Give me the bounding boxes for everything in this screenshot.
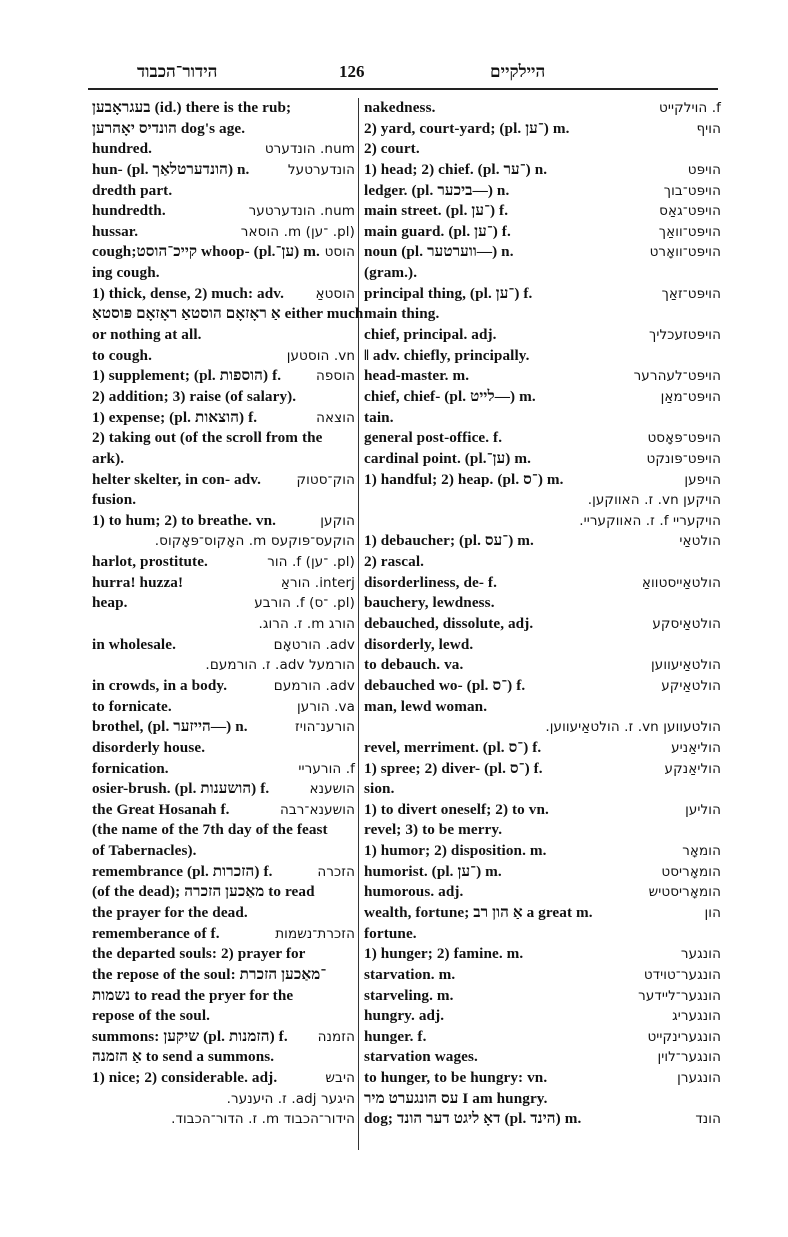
entry-headword: הוסט bbox=[324, 244, 355, 261]
entry-definition: ing cough. bbox=[92, 264, 160, 282]
entry-headword: הורג m. ז. הרוג. bbox=[258, 616, 355, 633]
entry-line bbox=[92, 304, 364, 325]
entry-line bbox=[364, 924, 721, 945]
entry-line bbox=[364, 119, 721, 140]
entry-headword: הולטאַיקע bbox=[661, 677, 721, 694]
entry-definition: main guard. (pl. ־ען) f. bbox=[364, 222, 511, 240]
entry-definition: ledger. (pl. ביכער—) n. bbox=[364, 181, 510, 199]
entry-line bbox=[364, 346, 721, 367]
entry-line bbox=[92, 181, 355, 202]
entry-line bbox=[92, 428, 355, 449]
entry-line bbox=[364, 428, 721, 449]
entry-line bbox=[92, 573, 355, 594]
entry-definition: 1) humor; 2) disposition. m. bbox=[364, 842, 547, 860]
entry-definition: repose of the soul. bbox=[92, 1007, 211, 1025]
entry-definition: 1) thick, dense, 2) much: adv. bbox=[92, 284, 285, 302]
entry-headword: הונגערינקייט bbox=[647, 1028, 721, 1045]
entry-line bbox=[364, 676, 721, 697]
entry-line bbox=[364, 387, 721, 408]
entry-line bbox=[92, 882, 355, 903]
entry-definition: ark). bbox=[92, 449, 125, 467]
entry-definition: the repose of the soul: ־מאַכען הזכרת bbox=[92, 965, 327, 983]
entry-definition: revel; 3) to be merry. bbox=[364, 821, 503, 839]
page-number: 126 bbox=[339, 62, 365, 81]
entry-headword: הויפּט־בוך bbox=[663, 182, 721, 199]
entry-definition: osier-brush. (pl. הושענות) f. bbox=[92, 780, 270, 798]
entry-line bbox=[92, 1006, 355, 1027]
entry-headword: הונגערן bbox=[677, 1070, 721, 1087]
entry-definition: נשמות to read the pryer for the bbox=[92, 986, 294, 1004]
entry-line bbox=[364, 841, 721, 862]
entry-line bbox=[92, 862, 355, 883]
entry-definition: helter skelter, in con- adv. bbox=[92, 470, 262, 488]
entry-line bbox=[364, 882, 721, 903]
entry-definition: wealth, fortune; אַ הון רב a great m. bbox=[364, 903, 593, 921]
entry-line bbox=[92, 284, 355, 305]
entry-headword: היגער adj. ז. היענער. bbox=[226, 1090, 355, 1107]
entry-headword: הולטאַיעווען bbox=[650, 657, 721, 674]
entry-headword: הולטאַי bbox=[679, 533, 721, 550]
entry-definition: עס הונגערט מיר I am hungry. bbox=[364, 1089, 548, 1107]
entry-headword: הויפּט־פּונקט bbox=[646, 450, 721, 467]
entry-line bbox=[92, 449, 355, 470]
entry-line bbox=[92, 1089, 355, 1110]
entry-line bbox=[364, 759, 721, 780]
entry-line bbox=[364, 552, 721, 573]
entry-definition: nakedness. bbox=[364, 99, 436, 116]
entry-definition: sion. bbox=[364, 780, 395, 798]
entry-definition: harlot, prostitute. bbox=[92, 553, 208, 571]
entry-definition: 2) addition; 3) raise (of salary). bbox=[92, 387, 297, 405]
entry-line bbox=[92, 511, 355, 532]
entry-line bbox=[364, 1047, 721, 1068]
entry-definition: chief, chief- (pl. לייט—) m. bbox=[364, 387, 536, 405]
entry-line bbox=[364, 965, 721, 986]
entry-headword: הונגער־טוידט bbox=[643, 966, 721, 983]
entry-line bbox=[364, 325, 721, 346]
entry-definition: of Tabernacles). bbox=[92, 842, 197, 860]
entry-line bbox=[92, 965, 355, 986]
page-header bbox=[92, 58, 717, 88]
entry-definition: to hunger, to be hungry: vn. bbox=[364, 1069, 548, 1087]
entry-definition: hungry. adj. bbox=[364, 1007, 445, 1025]
entry-definition: 2) yard, court-yard; (pl. ־ען) m. bbox=[364, 119, 570, 137]
entry-definition: disorderliness, de- f. bbox=[364, 573, 497, 591]
entry-line bbox=[92, 1068, 355, 1089]
entry-line bbox=[364, 903, 721, 924]
entry-line bbox=[364, 181, 721, 202]
entry-definition: fortune. bbox=[364, 924, 417, 942]
entry-definition: 1) debaucher; (pl. ־עס) m. bbox=[364, 532, 534, 550]
entry-definition: rememberance of f. bbox=[92, 924, 220, 942]
entry-line bbox=[92, 738, 355, 759]
entry-line bbox=[92, 139, 355, 160]
entry-headword: הומאָריסט bbox=[661, 863, 721, 880]
entry-headword: num. הונדערט bbox=[264, 141, 355, 158]
entry-definition: cardinal point. (pl.ען־) m. bbox=[364, 449, 531, 467]
entry-definition: general post-office. f. bbox=[364, 429, 503, 447]
entry-definition: 1) expense; (pl. הוצאות) f. bbox=[92, 408, 258, 426]
entry-definition: the prayer for the dead. bbox=[92, 903, 248, 921]
entry-headword: הומאָר bbox=[682, 843, 721, 860]
dictionary-page bbox=[92, 58, 721, 1128]
entry-line bbox=[92, 201, 355, 222]
entry-definition: humorist. (pl. ־ען) m. bbox=[364, 862, 502, 880]
entry-headword: f. הורעריי bbox=[298, 760, 355, 777]
entry-headword: f. הוילקייט bbox=[658, 100, 721, 116]
entry-line bbox=[364, 263, 721, 284]
entry-line bbox=[364, 944, 721, 965]
entry-definition: ‖ adv. chiefly, principally. bbox=[364, 346, 530, 364]
right-column bbox=[362, 98, 721, 1130]
entry-definition: heap. bbox=[92, 594, 128, 612]
entry-definition: dog; דאָ ליגט דער הונד (pl. הינד) m. bbox=[364, 1110, 582, 1128]
left-column bbox=[92, 98, 364, 1130]
entry-definition: 2) court. bbox=[364, 140, 420, 158]
entry-line bbox=[364, 304, 721, 325]
entry-definition: dredth part. bbox=[92, 181, 173, 199]
entry-line bbox=[92, 924, 355, 945]
entry-definition: fornication. bbox=[92, 759, 169, 777]
entry-line bbox=[92, 676, 355, 697]
entry-headword: va. הורען bbox=[297, 698, 355, 715]
entry-definition: אַ הזמנה to send a summons. bbox=[92, 1048, 275, 1066]
entry-line bbox=[364, 697, 721, 718]
entry-definition: אַ ראָזאָם הוסטאַ ראָזאָם פּוסטאַ either much bbox=[92, 305, 364, 323]
entry-definition: in crowds, in a body. bbox=[92, 676, 228, 694]
entry-headword: adv. הורמעם bbox=[273, 677, 355, 694]
entry-headword: הויפען bbox=[684, 471, 721, 488]
entry-line bbox=[92, 944, 355, 965]
entry-definition: disorderly, lewd. bbox=[364, 635, 474, 653]
entry-line bbox=[364, 1089, 721, 1110]
entry-line bbox=[92, 98, 355, 119]
entry-headword: הונד bbox=[695, 1111, 721, 1128]
entry-definition: starveling. m. bbox=[364, 986, 454, 1004]
entry-definition: (of the dead); מאַכען הזכרה to read bbox=[92, 883, 315, 901]
header-right-headword: היילקיים bbox=[490, 62, 546, 81]
entry-headword: הולטאַיסקע bbox=[652, 616, 721, 633]
entry-headword: הוקעס־פּוקעס m. האָקוס־פּאָקוס. bbox=[154, 533, 355, 550]
entry-definition: the departed souls: 2) prayer for bbox=[92, 945, 306, 963]
entry-line bbox=[92, 635, 355, 656]
entry-headword: interj. הוראַ bbox=[280, 574, 355, 591]
entry-line bbox=[92, 366, 355, 387]
entry-headword: (pl. ־ס) f. הורבע bbox=[254, 595, 355, 612]
entry-definition: revel, merriment. (pl. ־ס) f. bbox=[364, 738, 542, 756]
entry-definition: noun (pl. ווערטער—) n. bbox=[364, 243, 514, 261]
entry-definition: hunger. f. bbox=[364, 1027, 427, 1045]
entry-definition: tain. bbox=[364, 408, 394, 426]
entry-definition: in wholesale. bbox=[92, 635, 176, 653]
entry-definition: starvation. m. bbox=[364, 965, 456, 983]
entry-headword: הוקען bbox=[320, 512, 355, 529]
entry-definition: (gram.). bbox=[364, 264, 418, 282]
entry-headword: הוליאַניע bbox=[671, 739, 721, 756]
entry-definition: hundred. bbox=[92, 140, 153, 158]
entry-line bbox=[92, 160, 355, 181]
entry-line bbox=[364, 800, 721, 821]
entry-headword: הוסטאַ bbox=[315, 285, 355, 302]
entry-line bbox=[92, 614, 355, 635]
entry-line bbox=[364, 531, 721, 552]
entry-headword: הורענ־הויז bbox=[294, 719, 355, 736]
entry-headword: הונגער bbox=[680, 946, 721, 963]
entry-line bbox=[364, 201, 721, 222]
entry-line bbox=[92, 841, 355, 862]
entry-line bbox=[92, 800, 355, 821]
entry-line bbox=[364, 449, 721, 470]
entry-line bbox=[364, 408, 721, 429]
entry-headword: הונדערטעל bbox=[287, 161, 355, 178]
entry-definition: to debauch. va. bbox=[364, 656, 464, 674]
entry-headword: num. הונדערטער bbox=[248, 203, 355, 220]
entry-line bbox=[92, 1027, 355, 1048]
entry-definition: humorous. adj. bbox=[364, 883, 464, 901]
entry-line bbox=[364, 635, 721, 656]
entry-definition: hussar. bbox=[92, 222, 139, 240]
entry-line bbox=[364, 98, 721, 119]
entry-headword: הויפּט־וואָרט bbox=[649, 244, 721, 261]
entry-headword: הולטעווען vn. ז. הולטאַיעווען. bbox=[545, 719, 721, 736]
entry-line bbox=[92, 779, 355, 800]
entry-line bbox=[92, 697, 355, 718]
entry-line bbox=[364, 490, 721, 511]
entry-definition: main street. (pl. ־ען) f. bbox=[364, 202, 509, 220]
entry-definition: 1) hunger; 2) famine. m. bbox=[364, 945, 524, 963]
entry-headword: הזמנה bbox=[317, 1028, 355, 1045]
entry-line bbox=[92, 242, 355, 263]
entry-headword: הוליען bbox=[685, 801, 721, 818]
entry-headword: הוספה bbox=[315, 368, 355, 385]
entry-definition: 2) rascal. bbox=[364, 553, 425, 571]
entry-line bbox=[364, 470, 721, 491]
entry-line bbox=[364, 1109, 721, 1130]
entry-line bbox=[364, 242, 721, 263]
entry-line bbox=[92, 717, 355, 738]
entry-line bbox=[92, 387, 355, 408]
entry-headword: הונגער־לוין bbox=[657, 1049, 721, 1066]
entry-definition: 1) spree; 2) diver- (pl. ־ס) f. bbox=[364, 759, 543, 777]
entry-line bbox=[364, 779, 721, 800]
entry-definition: hun- (pl. הונדערטלאַך) n. bbox=[92, 160, 250, 178]
entry-headword: הויף bbox=[696, 120, 721, 137]
entry-line bbox=[364, 593, 721, 614]
entry-headword: הוק־סטוק bbox=[296, 471, 355, 488]
entry-headword: הידור־הכבוד m. ז. הדור־הכבוד. bbox=[171, 1111, 355, 1128]
entry-definition: 1) head; 2) chief. (pl. ־ער) n. bbox=[364, 160, 548, 178]
entry-headword: הויפּט־זאַך bbox=[661, 285, 721, 302]
column-divider bbox=[358, 98, 359, 1150]
entry-line bbox=[364, 284, 721, 305]
entry-line bbox=[92, 759, 355, 780]
entry-line bbox=[364, 366, 721, 387]
entry-line bbox=[92, 820, 355, 841]
entry-definition: 1) nice; 2) considerable. adj. bbox=[92, 1069, 278, 1087]
entry-headword: (pl. ־ען) f. הור bbox=[267, 554, 355, 571]
entry-definition: or nothing at all. bbox=[92, 326, 202, 344]
entry-headword: הויפּט־גאַס bbox=[659, 203, 721, 220]
entry-line bbox=[364, 511, 721, 532]
entry-line bbox=[364, 1068, 721, 1089]
entry-definition: summons: שיקען (pl. הזמנות) f. bbox=[92, 1027, 288, 1045]
entry-line bbox=[364, 1027, 721, 1048]
entry-definition: בעגראָבען (id.) there is the rub; bbox=[92, 99, 292, 116]
entry-line bbox=[92, 1047, 355, 1068]
entry-line bbox=[92, 346, 355, 367]
entry-line bbox=[364, 862, 721, 883]
entry-line bbox=[364, 160, 721, 181]
entry-definition: 1) handful; 2) heap. (pl. ־ס) m. bbox=[364, 470, 564, 488]
entry-definition: 1) supplement; (pl. הוספות) f. bbox=[92, 367, 282, 385]
entry-line bbox=[364, 820, 721, 841]
entry-definition: to fornicate. bbox=[92, 697, 172, 715]
entry-definition: (the name of the 7th day of the feast bbox=[92, 821, 328, 839]
entry-definition: brothel, (pl. הייזער—) n. bbox=[92, 718, 248, 736]
entry-definition: הונדיס יאָהרען dog's age. bbox=[92, 119, 246, 137]
entry-definition: 1) to divert oneself; 2) to vn. bbox=[364, 800, 549, 818]
entry-headword: הון bbox=[704, 904, 721, 921]
entry-line bbox=[92, 119, 355, 140]
entry-definition: the Great Hosanah f. bbox=[92, 800, 230, 818]
entry-line bbox=[364, 717, 721, 738]
entry-line bbox=[364, 1006, 721, 1027]
entry-definition: 1) to hum; 2) to breathe. vn. bbox=[92, 511, 277, 529]
entry-definition: main thing. bbox=[364, 305, 440, 323]
entry-headword: הויפּט bbox=[687, 161, 721, 178]
entry-headword: vn. הוסטען bbox=[286, 347, 355, 364]
entry-line bbox=[92, 986, 355, 1007]
entry-line bbox=[364, 139, 721, 160]
entry-definition: hundredth. bbox=[92, 202, 166, 220]
entry-definition: chief, principal. adj. bbox=[364, 326, 497, 344]
entry-definition: to cough. bbox=[92, 346, 152, 364]
entry-line bbox=[364, 738, 721, 759]
entry-line bbox=[92, 263, 355, 284]
entry-line bbox=[364, 573, 721, 594]
entry-definition: principal thing, (pl. ־ען) f. bbox=[364, 284, 533, 302]
entry-line bbox=[92, 490, 355, 511]
entry-line bbox=[92, 552, 355, 573]
entry-headword: הויפּט־פּאָסט bbox=[647, 430, 721, 447]
entry-line bbox=[92, 470, 355, 491]
entry-headword: הויפּט־לעהרער bbox=[633, 368, 721, 385]
entry-headword: הוליאַנקע bbox=[664, 760, 721, 777]
entry-headword: הזכרת־נשמות bbox=[275, 925, 355, 942]
entry-line bbox=[364, 614, 721, 635]
entry-definition: debauched, dissolute, adj. bbox=[364, 615, 534, 633]
entry-headword: הונגער־ליידער bbox=[638, 987, 721, 1004]
entry-headword: הומאָריסטיש bbox=[648, 884, 721, 901]
entry-definition: head-master. m. bbox=[364, 367, 470, 385]
entry-line bbox=[92, 593, 355, 614]
entry-line bbox=[92, 408, 355, 429]
entry-line bbox=[92, 903, 355, 924]
entry-definition: remembrance (pl. הזכרות) f. bbox=[92, 862, 273, 880]
entry-line bbox=[92, 325, 355, 346]
header-left-headword: הידור־הכבוד bbox=[137, 62, 218, 81]
entry-headword: הולטאַייסטוואַ bbox=[641, 574, 721, 591]
entry-line bbox=[364, 986, 721, 1007]
entry-headword: הוצאה bbox=[316, 409, 355, 426]
entry-headword: הורמעל adv. ז. הורמעם. bbox=[205, 657, 355, 674]
entry-line bbox=[364, 655, 721, 676]
entry-line bbox=[92, 531, 355, 552]
entry-definition: 2) taking out (of the scroll from the bbox=[92, 429, 323, 447]
entry-headword: (pl. ־ען) m. הוסאר bbox=[240, 223, 355, 240]
entry-definition: starvation wages. bbox=[364, 1048, 478, 1066]
entry-headword: הויפּטזעכליך bbox=[648, 327, 721, 344]
entry-headword: הויקעריי f. ז. האווקעריי. bbox=[579, 512, 721, 529]
entry-definition: debauched wo- (pl. ־ס) f. bbox=[364, 676, 526, 694]
entry-line bbox=[364, 222, 721, 243]
entry-headword: הויקען vn. ז. האווקען. bbox=[587, 492, 721, 509]
entry-definition: bauchery, lewdness. bbox=[364, 594, 495, 612]
entry-headword: הושענא־רבה bbox=[279, 801, 355, 818]
entry-headword: הויפּט־וואַך bbox=[658, 223, 721, 240]
entry-line bbox=[92, 655, 355, 676]
entry-headword: adv. הורטאָם bbox=[273, 636, 355, 653]
entry-line bbox=[92, 222, 355, 243]
entry-definition: man, lewd woman. bbox=[364, 697, 488, 715]
entry-line bbox=[92, 1109, 355, 1130]
entry-definition: fusion. bbox=[92, 491, 137, 509]
entry-headword: הונגעריג bbox=[672, 1008, 721, 1025]
entry-headword: הושענא bbox=[309, 781, 355, 798]
entry-headword: היבש bbox=[325, 1070, 355, 1087]
entry-definition: hurra! huzza! bbox=[92, 573, 184, 591]
entry-definition: cough;קייכ־הוסט whoop- (pl.ען־) m. bbox=[92, 243, 320, 261]
entry-headword: הויפּט־מאַן bbox=[660, 388, 721, 405]
header-rule bbox=[88, 88, 718, 90]
entry-headword: הזכרה bbox=[317, 863, 355, 880]
entry-definition: disorderly house. bbox=[92, 738, 206, 756]
